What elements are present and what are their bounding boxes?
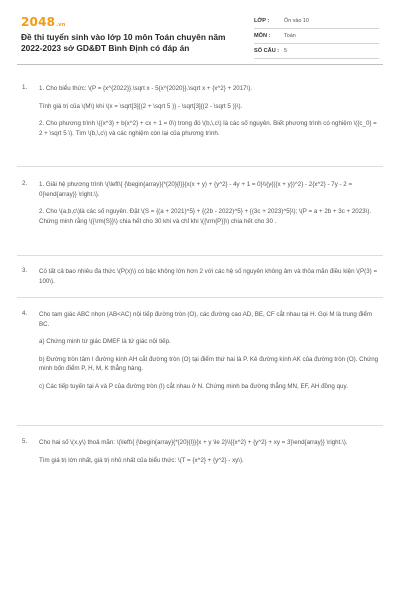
question-divider — [17, 425, 383, 426]
meta-label: LỚP : — [254, 18, 270, 24]
question-divider — [17, 297, 383, 298]
question-number: 4. — [22, 310, 28, 317]
question-text: Tính giá trị của \(M\) khi \(x = \sqrt[3]{(2 + \sqrt 5 )} - \sqrt[3]{(2 - \sqrt 5 )}\). — [39, 102, 243, 110]
question-divider — [17, 166, 383, 167]
meta-value: 5 — [284, 48, 287, 54]
question-text: Cho tam giác ABC nhọn (AB<AC) nội tiếp đường tròn (O), các đường cao AD, BE, CF cắt nhau tại H. Gọi M là trung điểm BC. — [39, 311, 372, 328]
question-text: 2. Cho phương trình \({x^3} + b{x^2} + cx + 1 = 0\) trong đó \(b,\,c\) là các số nguyên. Biết phương trình có nghiệm \({c_0} = 2 + \sqrt 5 \). Tìm \(b,\,c\) và các nghiệm còn lại của phương trình. — [39, 120, 377, 137]
logo-suffix: .vn — [56, 22, 66, 28]
question-text: b) Đường tròn tâm I đường kính AH cắt đường tròn (O) tại điểm thứ hai là P. Kẻ đường kính AK của đường tròn (O). Chứng minh bốn điểm P, H, M, K thẳng hàng. — [39, 355, 379, 373]
question-text: Có tất cả bao nhiêu đa thức \(P(x)\) có bậc không lớn hơn 2 với các hệ số nguyên không âm và thỏa mãn điều kiện \(P(3) = 100\). — [39, 268, 378, 285]
site-logo[interactable] — [21, 15, 66, 29]
meta-row-subject — [254, 29, 379, 44]
meta-row-class — [254, 14, 379, 29]
meta-row-count — [254, 44, 379, 59]
exam-title: Đề thi tuyển sinh vào lớp 10 môn Toán chuyên năm 2022-2023 sở GD&ĐT Bình Định có đáp án — [21, 32, 226, 53]
question-body — [39, 180, 379, 226]
question-text: Tìm giá trị lớn nhất, giá trị nhỏ nhất của biểu thức: \(T = {x^2} + {y^2} - xy\). — [39, 456, 244, 464]
header-divider — [17, 64, 383, 65]
question-number: 1. — [22, 84, 28, 91]
meta-label: MÔN : — [254, 33, 271, 39]
question-text: 2. Cho \(a,b,c\)là các số nguyên. Đặt \(S = {(a + 2021)^5} + {(2b - 2022)^5} + {(3c + 2023)^5}\); \(P = a + 2b + 3c + 2023\). Chứng minh rằng \({\rm{S}}\) chia hết cho 30 khi và chỉ khi \({\rm{P}}\) chia hết cho 30 . — [39, 208, 372, 225]
question-number: 2. — [22, 180, 28, 187]
question-body — [39, 267, 379, 286]
meta-label: SỐ CÂU : — [254, 48, 280, 54]
question-text: c) Các tiếp tuyến tại A và P của đường tròn (I) cắt nhau ở N. Chứng minh ba đường thẳng MN, EF, AH đồng quy. — [39, 382, 348, 390]
question-number: 5. — [22, 438, 28, 445]
question-body — [39, 84, 379, 138]
meta-value: Toán — [284, 33, 296, 39]
question-text: 1. Cho biểu thức: \(P = {x^{2022}}.\sqrt x - 5{x^{2020}}.\sqrt x + {x^2} + 2017\). — [39, 85, 253, 92]
question-text: Cho hai số \(x,y\) thoả mãn: \(\left\{ {\begin{array}{*{20}{l}}{x + y \le 2}\\{{x^2} + {y^2} + xy = 3}\end{array}} \right.\). — [39, 439, 348, 446]
logo-text: 2048 — [21, 15, 56, 29]
question-text: a) Chứng minh tứ giác DMEF là tứ giác nội tiếp. — [39, 338, 171, 346]
question-text: 1. Giải hệ phương trình \(\left\{ {\begin{array}{*{20}{l}}{x(x + y) + {y^2} - 4y + 1 = 0}\\{y{({x + y})^2} - 2{x^2} - 7y - 2 = 0}\end{array}} \right.\). — [39, 181, 353, 198]
document-header — [0, 0, 400, 62]
question-number: 3. — [22, 267, 28, 274]
question-body — [39, 310, 379, 392]
meta-value: Ôn vào 10 — [284, 18, 309, 24]
exam-meta-table — [254, 14, 379, 59]
question-body — [39, 438, 379, 465]
question-divider — [17, 255, 383, 256]
